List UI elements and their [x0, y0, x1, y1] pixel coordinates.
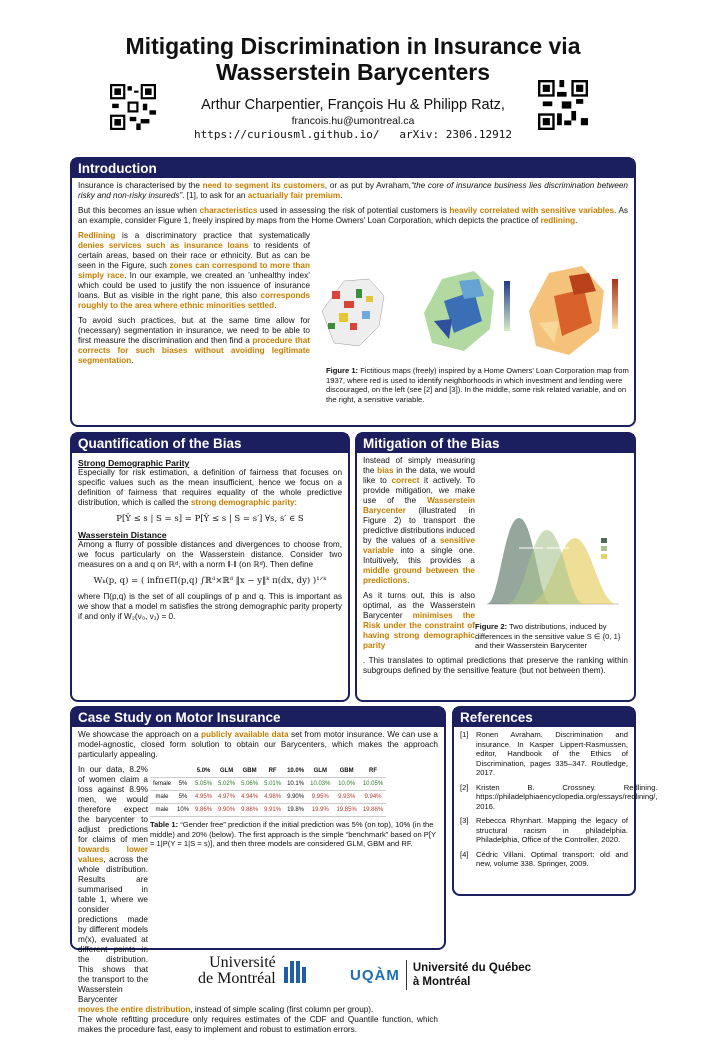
table-header-cell: GLM: [307, 765, 333, 778]
table-header-cell: RF: [360, 765, 386, 778]
table-cell: male: [150, 804, 174, 817]
figure-2-caption: Figure 2: Two distributions, induced by differences in the sensitive value S ∈ {0, 1} and their Wasserstein Barycenter: [475, 622, 621, 650]
section-title: Introduction: [72, 159, 634, 178]
table-cell: 9.93%: [333, 791, 359, 804]
table-cell: 9.90%: [215, 804, 238, 817]
table-cell: 4.98%: [261, 791, 284, 804]
reference-item: [4] Cédric Villani. Optimal transport: old and new, volume 338. Springer, 2009.: [460, 849, 628, 868]
arxiv-link[interactable]: arXiv: 2306.12912: [399, 128, 512, 141]
figure-1-maps: [314, 251, 630, 361]
formula-wasserstein: Wₖ(p, q) = ( infπ∈Π(p,q) ∫ℝᵈ×ℝᵈ ‖x − y‖ᵏ π(dx, dy) )¹ᐟᵏ: [93, 576, 327, 586]
table-header-cell: GBM: [238, 765, 261, 778]
table-cell: 19.9%: [307, 804, 333, 817]
mitigation-section: Mitigation of the Bias Instead of simply measuring the bias in the data, we would like to correct it actively. To provide mitigation, we make use of the Wasserstein Barycenter (illustrated in Figure 2) to transport the predictive distributions induced by the values of a sensitive variable into a single one. Intuitively, this provides a middle ground between the predictions. As it turns out, this is also optimal, as the Wasserstein Barycenter minimises the Risk under the constraint of having strong demographic parity . This translates to optimal predictions that preserve the ranking within subgroups defined by the sensitive feature (but not between them). Figure 2: Two distributions, induced by differences in the sensitive value S ∈ {0, 1} and their Wasserstein Barycenter: [355, 432, 636, 702]
table-cell: 10.1%: [284, 778, 307, 791]
table-row: [150, 804, 386, 817]
results-table: [150, 765, 386, 817]
section-title: Quantification of the Bias: [72, 434, 348, 453]
section-title: Case Study on Motor Insurance: [72, 708, 444, 727]
table-cell: 4.95%: [192, 791, 215, 804]
uqam-logo: UQÀM Université du Québec à Montréal: [350, 962, 532, 988]
figure-1-caption: Figure 1: Fictitious maps (freely) inspired by a Home Owners' Loan Corporation map from 1937, where red is used to identify neighborhoods in which investment and lending were discouraged, on the left (see [2] and [3]). In the middle, some risk related variable, and on the right, a sensitive variable.: [326, 366, 629, 404]
table-1-caption: Table 1: “Gender free” prediction if the initial prediction was 5% (on top), 10% (in the middle) and 20% (below). The first approach is the simple “benchmark” based on P[Y = 1|P(Y = 1|S = s)], and then three models are considered GLM, GBM and RF.: [150, 820, 436, 848]
map-risk-variable: [424, 271, 510, 351]
table-cell: 5.02%: [215, 778, 238, 791]
figure-2-barycenter: [479, 508, 629, 618]
author-block: [150, 96, 556, 142]
udem-logo: Université de Montréal: [198, 955, 308, 987]
table-header-cell: 5.0%: [192, 765, 215, 778]
table-row: [150, 778, 386, 791]
table-cell: 10.03%: [307, 778, 333, 791]
table-cell: 9.90%: [284, 791, 307, 804]
table-cell: 5.06%: [238, 778, 261, 791]
poster-title: Mitigating Discrimination in Insurance via Wasserstein Barycenters: [125, 33, 581, 85]
map-sensitive-variable: [529, 266, 618, 355]
introduction-section: Introduction Insurance is characterised by the need to segment its customers, or as put by Avraham,“the core of insurance business lies discrimination between risky and non-risky insureds”. [1], to ask for an actuarially fair premium. But this becomes an issue when characteristics used in assessing the risk of potential customers is heavily correlated with sensitive variables. As an example, consider Figure 1, freely inspired by maps from the Home Owners' Loan Corporation, which depicts the practice of redlining. Redlining is a discriminatory practice that systematically denies services such as insurance loans to residents of certain areas, based on their race or ethnicity. But as can be seen in the Figure, such zones can correspond to more than simply race. In our example, we created an ’unhealthy index’ which could be used to justify the non issuence of insurance loans. But as visible in the right pane, this also corresponds roughly to the area where ethnic minorities settled. To avoid such practices, but at the same time allow for (necessary) segmentation in insurance, we need to be able to first measure the discrimination and then find a procedure that corrects for such biases without avoiding legitimate segmentation. Figure 1: Fictitious maps (freely) inspired by a Home Owners' Loan Corporation map from 1937, where red is used to identify neighborhoods in which investment and lending were discouraged, on the left (see [2] and [3]). In the middle, some risk related variable, and on the right, a sensitive variable.: [70, 157, 636, 427]
table-cell: 9.94%: [360, 791, 386, 804]
table-cell: 5%: [174, 791, 192, 804]
table-row: [150, 791, 386, 804]
table-header-cell: [174, 765, 192, 778]
references-list: [454, 727, 658, 877]
table-header-cell: [150, 765, 174, 778]
table-cell: 4.97%: [215, 791, 238, 804]
reference-item: [2] Kristen B. Crossney. Redlining. https://philadelphiaencyclopedia.org/essays/redlining/, 2016.: [460, 782, 658, 811]
table-header-cell: GBM: [333, 765, 359, 778]
table-cell: female: [150, 778, 174, 791]
table-cell: 9.91%: [261, 804, 284, 817]
table-cell: 10.05%: [360, 778, 386, 791]
section-title: References: [454, 708, 634, 727]
section-title: Mitigation of the Bias: [357, 434, 634, 453]
table-cell: 10%: [174, 804, 192, 817]
table-cell: male: [150, 791, 174, 804]
table-header-cell: 10.0%: [284, 765, 307, 778]
author-names: Arthur Charpentier, François Hu & Philipp Ratz,: [201, 97, 505, 113]
table-cell: 9.95%: [307, 791, 333, 804]
github-link[interactable]: https://curiousml.github.io/: [194, 128, 380, 141]
reference-item: [3] Rebecca Rhynhart. Mapping the legacy of structural racism in philadelphia. Philadelphia, Office of the Controller, 2020.: [460, 816, 628, 844]
case-study-section: Case Study on Motor Insurance We showcase the approach on a publicly available data set from motor insurance. We can use a model-agnostic, closed form solution to obtain our Barycenters, which makes the approach particularly appealing. In our data, 8.2% of women claim a loss against 8.9% men, we would therefore expect the barycenter to adjust predictions for claims of men towards lower values, across the whole distribution. Results are summarised in table 1, where we consider predictions made by different models m(x), evaluated at different points in the distribution. This shows that the transport to the Wasserstein Barycenter 5.0% GLM GBM RF 10.0% GLM GBM RF female 5% 5.05% 5.02% 5.06% 5.01% 10.1% 10.03% 10.0% 10.05% male 5% 4.95% 4.97% 4.94% 4.98% 9.90% 9.95% 9.93% 9.94% male 10% 9.86% 9.90% 9.88% 9.91% 19.8% 19.9% 19.85% 19.88% Table 1: “Gender free” prediction if the initial prediction was 5% (on top), 10% (in the middle) and 20% (below). The first approach is the simple “benchmark” based on P[Y = 1|P(Y = 1|S = s)], and then three models are considered GLM, GBM and RF. moves the entire distribution, instead of simple scaling (first column per group). The whole refitting procedure only requires estimates of the CDF and Quantile function, which makes the procedure fast, easy to implement and robust to estimation errors.: [70, 706, 446, 950]
table-cell: 19.8%: [284, 804, 307, 817]
formula-demographic-parity: P[Ŷ ≤ s | S = s] = P[Ŷ ≤ s | S = s′] ∀s, s′ ∈ S: [116, 514, 304, 524]
table-cell: 4.94%: [238, 791, 261, 804]
table-cell: 5%: [174, 778, 192, 791]
reference-item: [1] Ronen Avraham. Discrimination and insurance. In Kasper Lippert-Rasmussen, editor, Handbook of the Ethics of Discrimination, pages 335–347. Routledge, 2017.: [460, 730, 628, 777]
author-email[interactable]: francois.hu@umontreal.ca: [291, 115, 415, 127]
map-redlining: [322, 279, 384, 346]
quantification-section: Quantification of the Bias Strong Demographic Parity Especially for risk estimation, a definition of fairness that focuses on specific values such as the mean insufficient, hence we focus on a definition of fairness that requires equality of the whole predictive distribution, which is called the strong demographic parity: P[Ŷ ≤ s | S = s] = P[Ŷ ≤ s | S = s′] ∀s, s′ ∈ S Wasserstein Distance Among a flurry of possible distances and divergences to choose from, we focus particularly on the Wasserstein distance. Consider two measures on a and q on ℝᵈ, with a norm ‖·‖ (on ℝᵈ). Then define Wₖ(p, q) = ( infπ∈Π(p,q) ∫ℝᵈ×ℝᵈ ‖x − y‖ᵏ π(dx, dy) )¹ᐟᵏ where Π(p,q) is the set of all couplings of p and q. This is important as we show that a model m satisfies the strong demographic parity property if and only if W₂(ν₀, ν₁) = 0.: [70, 432, 350, 702]
table-cell: 10.0%: [333, 778, 359, 791]
table-cell: 19.85%: [333, 804, 359, 817]
udem-emblem-icon: [282, 957, 308, 985]
table-header-cell: RF: [261, 765, 284, 778]
table-cell: 5.05%: [192, 778, 215, 791]
references-section: [452, 706, 658, 896]
table-cell: 19.88%: [360, 804, 386, 817]
author-links: [150, 128, 556, 142]
table-cell: 9.88%: [238, 804, 261, 817]
table-cell: 5.01%: [261, 778, 284, 791]
table-cell: 9.86%: [192, 804, 215, 817]
table-header-cell: GLM: [215, 765, 238, 778]
